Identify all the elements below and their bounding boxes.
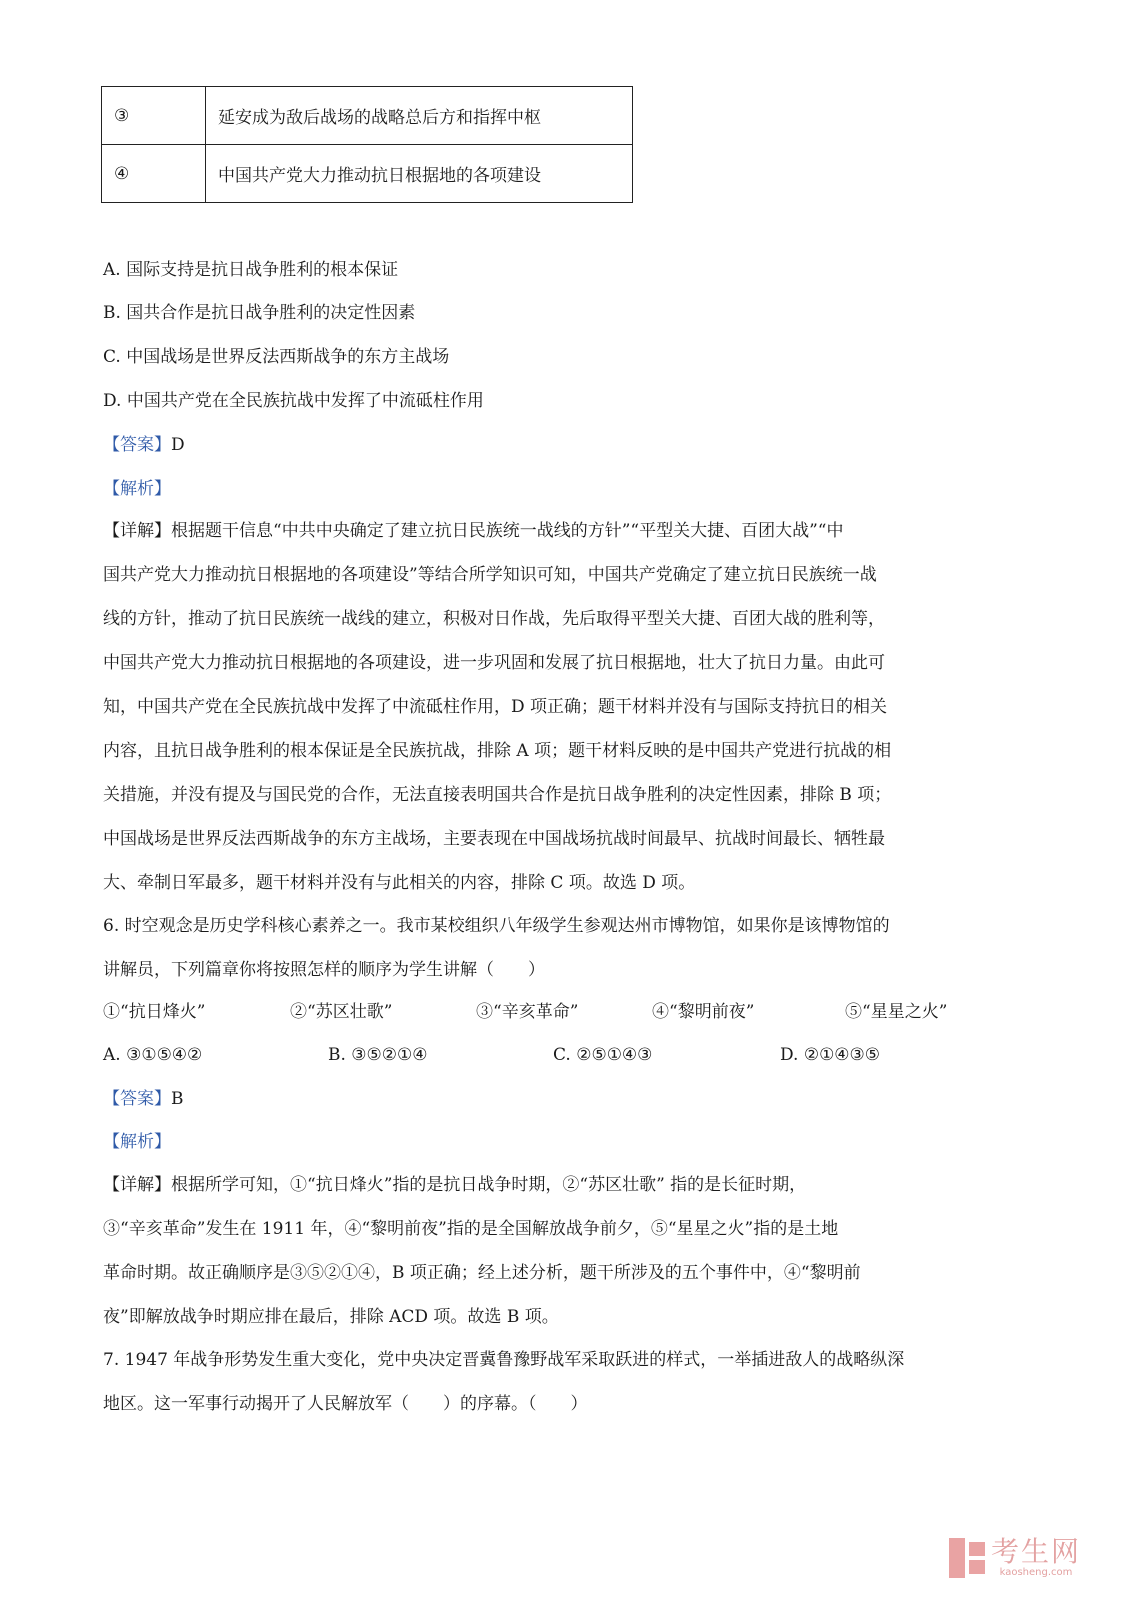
- q6-chapter-3: ③“辛亥革命”: [476, 1002, 579, 1022]
- detail-line: 【详解】根据所学可知，①“抗日烽火”指的是抗日战争时期，②“苏区壮歌” 指的是长征时期，: [103, 1175, 807, 1195]
- q6-analysis-tag: 【解析】: [103, 1132, 171, 1152]
- stem-line: 7. 1947 年战争形势发生重大变化，党中央决定晋冀鲁豫野战军采取跃进的样式，一举插进敌人的战略纵深: [103, 1350, 905, 1370]
- detail-line: 【详解】根据题干信息“中共中央确定了建立抗日民族统一战线的方针”“平型关大捷、百团大战”“中: [103, 521, 844, 541]
- detail-tag: 【详解】: [103, 1175, 171, 1195]
- stem-line: 地区。这一军事行动揭开了人民解放军（ ）的序幕。（ ）: [103, 1394, 588, 1414]
- watermark-name: 考生网: [990, 1535, 1081, 1568]
- detail-tag: 【详解】: [103, 521, 171, 541]
- q6-option-b: B. ③⑤②①④: [328, 1045, 428, 1065]
- detail-line: 知，中国共产党在全民族抗战中发挥了中流砥柱作用，D 项正确；题干材料并没有与国际支持抗日的相关: [103, 697, 888, 717]
- q6-chapter-1: ①“抗日烽火”: [103, 1002, 206, 1022]
- q6-chapter-5: ⑤“星星之火”: [845, 1002, 948, 1022]
- stem-line: 讲解员，下列篇章你将按照怎样的顺序为学生讲解（ ）: [103, 960, 545, 980]
- detail-line: ③“辛亥革命”发生在 1911 年，④“黎明前夜”指的是全国解放战争前夕，⑤“星星之火”指的是土地: [103, 1219, 839, 1239]
- row-number: ④: [102, 145, 206, 203]
- q5-option-c: C. 中国战场是世界反法西斯战争的东方主战场: [103, 347, 450, 367]
- detail-line: 中国共产党大力推动抗日根据地的各项建设，进一步巩固和发展了抗日根据地，壮大了抗日力量。由此可: [103, 653, 885, 673]
- q6-answer: [103, 1087, 184, 1111]
- table-row: [102, 145, 633, 203]
- stem-line: 6. 时空观念是历史学科核心素养之一。我市某校组织八年级学生参观达州市博物馆，如果你是该博物馆的: [103, 916, 890, 936]
- watermark: [949, 1537, 1081, 1579]
- q6-option-d: D. ②①④③⑤: [780, 1045, 881, 1065]
- q6-stem: [103, 904, 1008, 992]
- detail-line: 关措施，并没有提及与国民党的合作，无法直接表明国共合作是抗日战争胜利的决定性因素，排除 B 项；: [103, 785, 892, 805]
- q6-chapter-4: ④“黎明前夜”: [652, 1002, 755, 1022]
- detail-line: 大、牵制日军最多，题干材料并没有与此相关的内容，排除 C 项。故选 D 项。: [103, 873, 696, 893]
- q6-option-a: A. ③①⑤④②: [103, 1045, 203, 1065]
- q5-option-b: B. 国共合作是抗日战争胜利的决定性因素: [103, 303, 416, 323]
- detail-line: 内容，且抗日战争胜利的根本保证是全民族抗战，排除 A 项；题干材料反映的是中国共产党进行抗战的相: [103, 741, 892, 761]
- row-text: 延安成为敌后战场的战略总后方和指挥中枢: [206, 87, 633, 145]
- q5-option-d: D. 中国共产党在全民族抗战中发挥了中流砥柱作用: [103, 391, 484, 411]
- q7-stem: [103, 1338, 1008, 1426]
- row-number: ③: [102, 87, 206, 145]
- answer-tag: 【答案】: [103, 435, 171, 455]
- row-text: 中国共产党大力推动抗日根据地的各项建设: [206, 145, 633, 203]
- q5-option-a: A. 国际支持是抗日战争胜利的根本保证: [103, 260, 399, 280]
- table-row: [102, 87, 633, 145]
- q6-chapter-2: ②“苏区壮歌”: [290, 1002, 393, 1022]
- detail-line: 线的方针，推动了抗日民族统一战线的建立，积极对日作战，先后取得平型关大捷、百团大战的胜利等，: [103, 609, 885, 629]
- q5-answer: [103, 433, 185, 457]
- material-table: [101, 86, 633, 203]
- answer-value: D: [171, 435, 185, 455]
- answer-value: B: [171, 1089, 184, 1109]
- q6-option-c: C. ②⑤①④③: [553, 1045, 653, 1065]
- detail-line: 夜”即解放战争时期应排在最后，排除 ACD 项。故选 B 项。: [103, 1307, 559, 1327]
- detail-line: 中国战场是世界反法西斯战争的东方主战场，主要表现在中国战场抗战时间最早、抗战时间最长、牺牲最: [103, 829, 885, 849]
- kaosheng-logo-icon: [949, 1538, 985, 1578]
- q6-detail: [103, 1163, 1008, 1339]
- answer-tag: 【答案】: [103, 1089, 171, 1109]
- detail-line: 国共产党大力推动抗日根据地的各项建设”等结合所学知识可知，中国共产党确定了建立抗日民族统一战: [103, 565, 877, 585]
- q5-detail: [103, 509, 1008, 905]
- q5-analysis-tag: 【解析】: [103, 479, 171, 499]
- watermark-url: kaosheng.com: [999, 1567, 1073, 1578]
- detail-line: 革命时期。故正确顺序是③⑤②①④，B 项正确；经上述分析，题干所涉及的五个事件中，④“黎明前: [103, 1263, 861, 1283]
